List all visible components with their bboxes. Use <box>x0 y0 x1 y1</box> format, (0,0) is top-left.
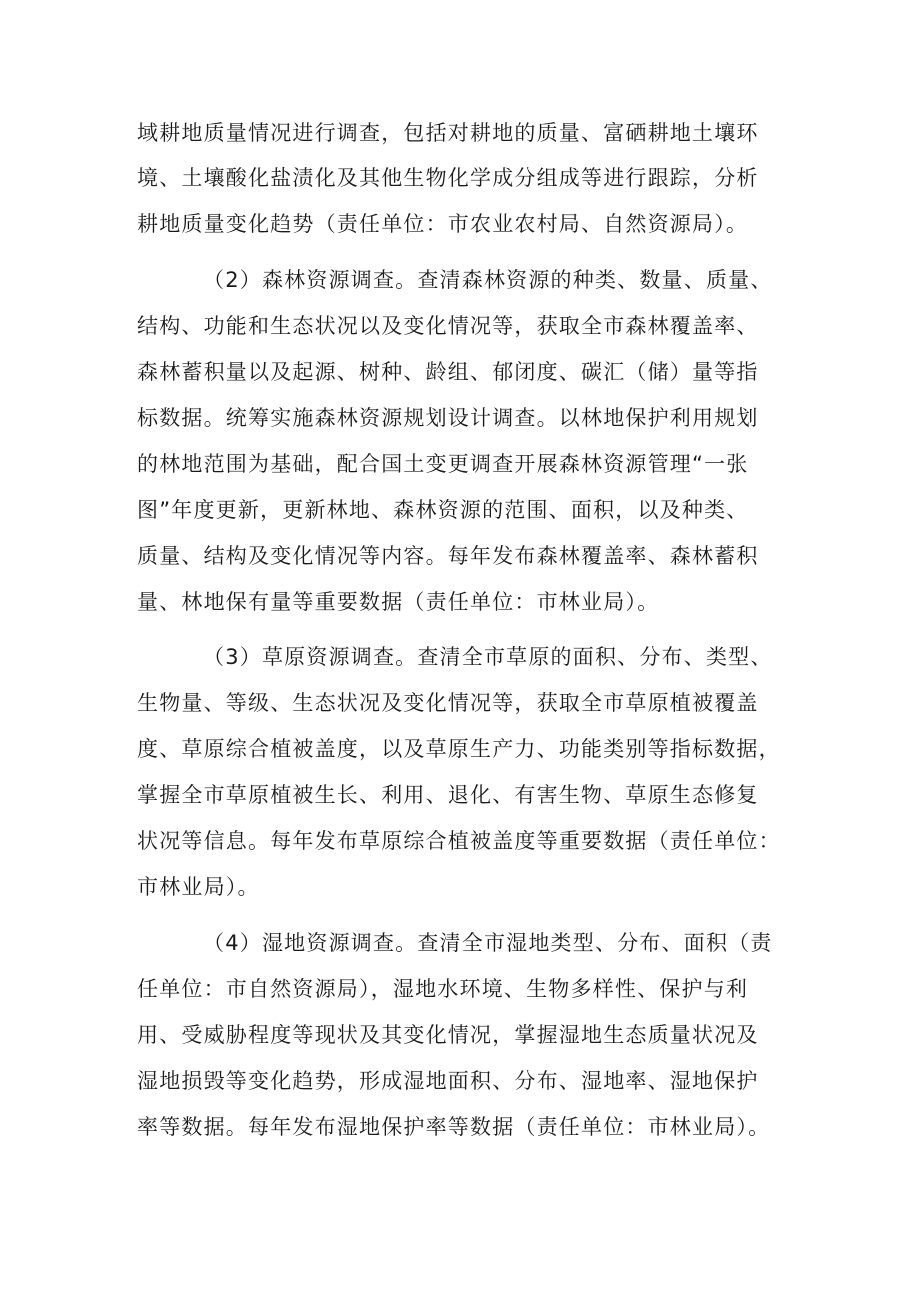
text-line: 用、受威胁程度等现状及其变化情况，掌握湿地生态质量状况及 <box>137 1023 759 1047</box>
text-line: 市林业局）。 <box>137 875 260 899</box>
text-line: 湿地损毁等变化趋势，形成湿地面积、分布、湿地率、湿地保护 <box>137 1069 759 1093</box>
text-line: 森林蓄积量以及起源、树种、龄组、郁闭度、碳汇（储）量等指 <box>137 360 759 384</box>
text-line: 结构、功能和生态状况以及变化情况等，获取全市森林覆盖率、 <box>137 314 759 338</box>
text-line: 境、土壤酸化盐渍化及其他生物化学成分组成等进行跟踪，分析 <box>137 166 759 190</box>
text-line: 域耕地质量情况进行调查，包括对耕地的质量、富硒耕地土壤环 <box>137 121 759 145</box>
paragraph-heading-line: （2）森林资源调查。查清森林资源的种类、数量、质量、 <box>203 268 773 292</box>
text-line: 图”年度更新，更新林地、森林资源的范围、面积，以及种类、 <box>137 498 749 522</box>
text-line: 生物量、等级、生态状况及变化情况等，获取全市草原植被覆盖 <box>137 691 759 715</box>
text-line: 掌握全市草原植被生长、利用、退化、有害生物、草原生态修复 <box>137 783 759 807</box>
text-line: 标数据。统筹实施森林资源规划设计调查。以林地保护利用规划 <box>137 406 759 430</box>
text-line: 任单位：市自然资源局），湿地水环境、生物多样性、保护与利 <box>137 977 749 1001</box>
paragraph-heading-line: （4）湿地资源调查。查清全市湿地类型、分布、面积（责 <box>203 931 773 955</box>
text-line: 度、草原综合植被盖度，以及草原生产力、功能类别等指标数据， <box>137 737 781 761</box>
text-line: 质量、结构及变化情况等内容。每年发布森林覆盖率、森林蓄积 <box>137 544 759 568</box>
paragraph-heading-line: （3）草原资源调查。查清全市草原的面积、分布、类型、 <box>203 645 773 669</box>
text-line: 量、林地保有量等重要数据（责任单位：市林业局）。 <box>137 590 660 614</box>
text-line: 的林地范围为基础，配合国土变更调查开展森林资源管理“一张 <box>137 452 749 476</box>
text-line: 状况等信息。每年发布草原综合植被盖度等重要数据（责任单位： <box>137 829 781 853</box>
text-line: 耕地质量变化趋势（责任单位：市农业农村局、自然资源局）。 <box>137 212 749 236</box>
text-line: 率等数据。每年发布湿地保护率等数据（责任单位：市林业局）。 <box>137 1115 771 1139</box>
